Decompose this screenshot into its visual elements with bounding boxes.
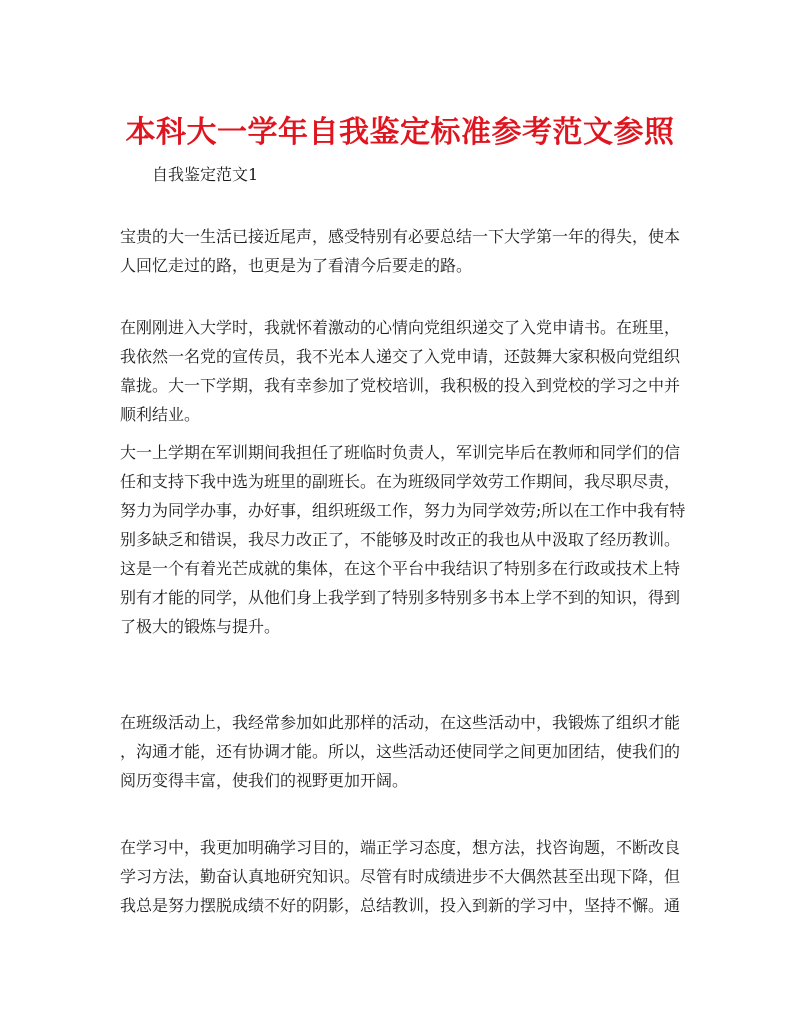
paragraph-line: 宝贵的大一生活已接近尾声，感受特别有必要总结一下大学第一年的得失，使本 bbox=[120, 227, 681, 246]
paragraph-line: 这是一个有着光芒成就的集体，在这个平台中我结识了特别多在行政或技术上特 bbox=[120, 559, 681, 578]
paragraph-line: 顺利结业。 bbox=[120, 405, 201, 424]
paragraph-line: 大一上学期在军训期间我担任了班临时负责人，军训完毕后在教师和同学们的信 bbox=[120, 443, 681, 462]
document-subtitle: 自我鉴定范文1 bbox=[152, 165, 259, 184]
paragraph-5 bbox=[120, 833, 680, 920]
paragraph-line: 我总是努力摆脱成绩不好的阴影，总结教训，投入到新的学习中，坚持不懈。通 bbox=[120, 896, 681, 915]
paragraph-line: 努力为同学办事，办好事，组织班级工作，努力为同学效劳;所以在工作中我有特 bbox=[120, 501, 686, 520]
paragraph-line: 人回忆走过的路，也更是为了看清今后要走的路。 bbox=[120, 256, 473, 275]
paragraph-line: ，沟通才能，还有协调才能。所以，这些活动还使同学之间更加团结，使我们的 bbox=[120, 742, 681, 761]
paragraph-1 bbox=[120, 222, 680, 280]
document-title: 本科大一学年自我鉴定标准参考范文参照 bbox=[125, 115, 675, 150]
paragraph-2 bbox=[120, 313, 680, 429]
paragraph-line: 靠拢。大一下学期，我有幸参加了党校培训，我积极的投入到党校的学习之中并 bbox=[120, 376, 681, 395]
paragraph-line: 了极大的锻炼与提升。 bbox=[120, 617, 281, 636]
paragraph-4 bbox=[120, 708, 680, 795]
paragraph-line: 别多缺乏和错误，我尽力改正了，不能够及时改正的我也从中汲取了经历教训。 bbox=[120, 530, 681, 549]
paragraph-line: 我依然一名党的宣传员，我不光本人递交了入党申请，还鼓舞大家积极向党组织 bbox=[120, 347, 681, 366]
paragraph-3 bbox=[120, 438, 686, 641]
paragraph-line: 学习方法，勤奋认真地研究知识。尽管有时成绩进步不大偶然甚至出现下降，但 bbox=[120, 867, 681, 886]
paragraph-line: 任和支持下我中选为班里的副班长。在为班级同学效劳工作期间，我尽职尽责， bbox=[120, 472, 681, 491]
paragraph-line: 阅历变得丰富，使我们的视野更加开阔。 bbox=[120, 771, 409, 790]
paragraph-line: 在学习中，我更加明确学习目的，端正学习态度，想方法，找咨询题，不断改良 bbox=[120, 838, 681, 857]
paragraph-line: 别有才能的同学，从他们身上我学到了特别多特别多书本上学不到的知识，得到 bbox=[120, 588, 681, 607]
paragraph-line: 在刚刚进入大学时，我就怀着激动的心情向党组织递交了入党申请书。在班里， bbox=[120, 318, 681, 337]
paragraph-line: 在班级活动上，我经常参加如此那样的活动，在这些活动中，我锻炼了组织才能 bbox=[120, 713, 681, 732]
